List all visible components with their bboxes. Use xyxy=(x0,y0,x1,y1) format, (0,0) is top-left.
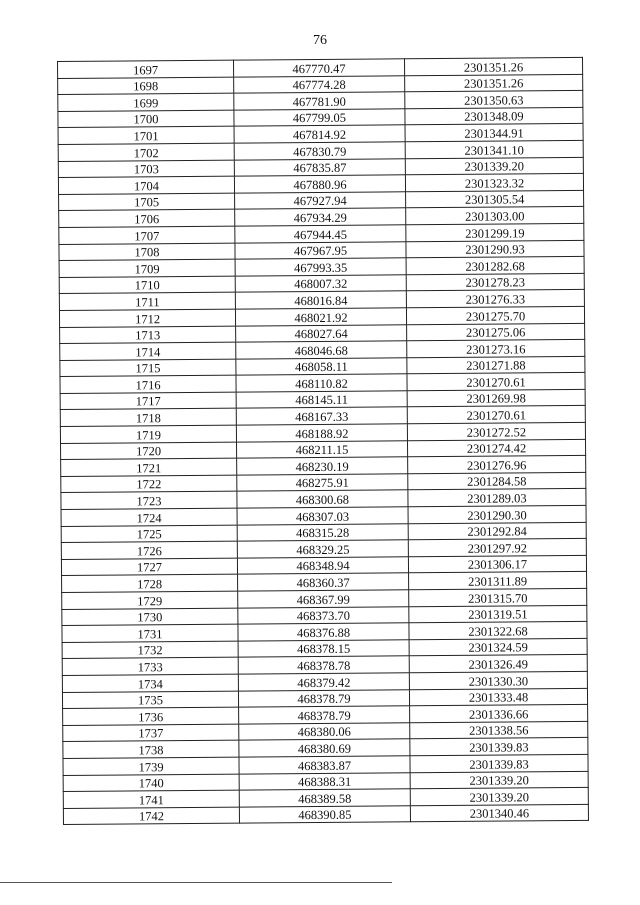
y-coordinate-cell: 2301306.17 xyxy=(408,555,586,573)
y-coordinate-cell: 2301319.51 xyxy=(409,605,587,623)
y-coordinate-cell: 2301340.46 xyxy=(410,804,588,822)
x-coordinate-cell: 468390.85 xyxy=(239,805,410,823)
x-coordinate-cell: 467934.29 xyxy=(235,208,406,226)
x-coordinate-cell: 468329.25 xyxy=(237,540,408,558)
x-coordinate-cell: 467770.47 xyxy=(233,59,404,77)
y-coordinate-cell: 2301305.54 xyxy=(406,190,584,208)
x-coordinate-cell: 467830.79 xyxy=(234,142,405,160)
y-coordinate-cell: 2301326.49 xyxy=(409,655,587,673)
x-coordinate-cell: 468389.58 xyxy=(239,789,410,807)
x-coordinate-cell: 468230.19 xyxy=(237,457,408,475)
x-coordinate-cell: 468027.64 xyxy=(236,324,407,342)
y-coordinate-cell: 2301276.96 xyxy=(408,456,586,474)
point-number-cell: 1725 xyxy=(61,525,237,543)
point-number-cell: 1700 xyxy=(58,110,234,128)
y-coordinate-cell: 2301339.20 xyxy=(405,157,583,175)
y-coordinate-cell: 2301284.58 xyxy=(408,472,586,490)
x-coordinate-cell: 468275.91 xyxy=(237,474,408,492)
y-coordinate-cell: 2301297.92 xyxy=(408,539,586,557)
point-number-cell: 1708 xyxy=(59,243,235,261)
point-number-cell: 1733 xyxy=(62,657,238,675)
x-coordinate-cell: 468145.11 xyxy=(236,391,407,409)
point-number-cell: 1713 xyxy=(60,326,236,344)
y-coordinate-cell: 2301273.16 xyxy=(407,339,585,357)
x-coordinate-cell: 467967.95 xyxy=(235,241,406,259)
footer-divider xyxy=(0,882,392,883)
x-coordinate-cell: 468211.15 xyxy=(236,440,407,458)
point-number-cell: 1705 xyxy=(59,193,235,211)
x-coordinate-cell: 467880.96 xyxy=(234,175,405,193)
y-coordinate-cell: 2301351.26 xyxy=(404,57,582,75)
y-coordinate-cell: 2301292.84 xyxy=(408,522,586,540)
x-coordinate-cell: 468016.84 xyxy=(235,291,406,309)
point-number-cell: 1710 xyxy=(59,276,235,294)
point-number-cell: 1741 xyxy=(63,790,239,808)
point-number-cell: 1739 xyxy=(63,757,239,775)
point-number-cell: 1736 xyxy=(63,707,239,725)
x-coordinate-cell: 468188.92 xyxy=(236,424,407,442)
x-coordinate-cell: 468378.78 xyxy=(238,656,409,674)
y-coordinate-cell: 2301339.83 xyxy=(410,738,588,756)
point-number-cell: 1728 xyxy=(62,575,238,593)
y-coordinate-cell: 2301275.70 xyxy=(406,306,584,324)
point-number-cell: 1715 xyxy=(60,359,236,377)
x-coordinate-cell: 468007.32 xyxy=(235,274,406,292)
y-coordinate-cell: 2301344.91 xyxy=(405,124,583,142)
point-number-cell: 1737 xyxy=(63,724,239,742)
x-coordinate-cell: 467814.92 xyxy=(234,125,405,143)
y-coordinate-cell: 2301275.06 xyxy=(407,323,585,341)
point-number-cell: 1720 xyxy=(61,442,237,460)
y-coordinate-cell: 2301323.32 xyxy=(405,174,583,192)
point-number-cell: 1726 xyxy=(61,541,237,559)
x-coordinate-cell: 468379.42 xyxy=(238,673,409,691)
y-coordinate-cell: 2301278.23 xyxy=(406,273,584,291)
point-number-cell: 1704 xyxy=(58,176,234,194)
y-coordinate-cell: 2301339.20 xyxy=(410,771,588,789)
x-coordinate-cell: 468167.33 xyxy=(236,407,407,425)
point-number-cell: 1701 xyxy=(58,126,234,144)
point-number-cell: 1727 xyxy=(61,558,237,576)
x-coordinate-cell: 468021.92 xyxy=(235,308,406,326)
point-number-cell: 1709 xyxy=(59,259,235,277)
point-number-cell: 1703 xyxy=(58,160,234,178)
x-coordinate-cell: 468378.79 xyxy=(238,689,409,707)
y-coordinate-cell: 2301272.52 xyxy=(407,422,585,440)
x-coordinate-cell: 468380.69 xyxy=(239,739,410,757)
x-coordinate-cell: 468383.87 xyxy=(239,756,410,774)
y-coordinate-cell: 2301330.30 xyxy=(409,671,587,689)
point-number-cell: 1735 xyxy=(62,691,238,709)
x-coordinate-cell: 468348.94 xyxy=(237,557,408,575)
x-coordinate-cell: 468380.06 xyxy=(239,723,410,741)
point-number-cell: 1731 xyxy=(62,624,238,642)
y-coordinate-cell: 2301290.93 xyxy=(406,240,584,258)
y-coordinate-cell: 2301341.10 xyxy=(405,140,583,158)
point-number-cell: 1742 xyxy=(63,807,239,825)
point-number-cell: 1717 xyxy=(60,392,236,410)
y-coordinate-cell: 2301333.48 xyxy=(409,688,587,706)
x-coordinate-cell: 468300.68 xyxy=(237,490,408,508)
y-coordinate-cell: 2301269.98 xyxy=(407,389,585,407)
x-coordinate-cell: 467927.94 xyxy=(235,192,406,210)
y-coordinate-cell: 2301290.30 xyxy=(408,505,586,523)
point-number-cell: 1699 xyxy=(58,93,234,111)
x-coordinate-cell: 468376.88 xyxy=(238,623,409,641)
y-coordinate-cell: 2301311.89 xyxy=(409,572,587,590)
point-number-cell: 1732 xyxy=(62,641,238,659)
point-number-cell: 1706 xyxy=(59,209,235,227)
x-coordinate-cell: 468058.11 xyxy=(236,357,407,375)
point-number-cell: 1702 xyxy=(58,143,234,161)
point-number-cell: 1738 xyxy=(63,740,239,758)
x-coordinate-cell: 467944.45 xyxy=(235,225,406,243)
page-number: 76 xyxy=(313,33,327,48)
y-coordinate-cell: 2301350.63 xyxy=(405,91,583,109)
point-number-cell: 1723 xyxy=(61,492,237,510)
x-coordinate-cell: 468360.37 xyxy=(238,573,409,591)
y-coordinate-cell: 2301339.83 xyxy=(410,754,588,772)
coordinates-table xyxy=(57,57,589,825)
x-coordinate-cell: 468315.28 xyxy=(237,523,408,541)
point-number-cell: 1734 xyxy=(62,674,238,692)
x-coordinate-cell: 468307.03 xyxy=(237,507,408,525)
coordinates-table-body xyxy=(58,57,589,824)
y-coordinate-cell: 2301303.00 xyxy=(406,207,584,225)
point-number-cell: 1724 xyxy=(61,508,237,526)
y-coordinate-cell: 2301274.42 xyxy=(407,439,585,457)
point-number-cell: 1707 xyxy=(59,226,235,244)
point-number-cell: 1711 xyxy=(59,292,235,310)
point-number-cell: 1722 xyxy=(61,475,237,493)
x-coordinate-cell: 467993.35 xyxy=(235,258,406,276)
x-coordinate-cell: 467774.28 xyxy=(234,75,405,93)
x-coordinate-cell: 468388.31 xyxy=(239,772,410,790)
x-coordinate-cell: 468373.70 xyxy=(238,606,409,624)
point-number-cell: 1740 xyxy=(63,774,239,792)
x-coordinate-cell: 468046.68 xyxy=(236,341,407,359)
table-row xyxy=(63,804,588,825)
y-coordinate-cell: 2301315.70 xyxy=(409,588,587,606)
point-number-cell: 1721 xyxy=(61,458,237,476)
x-coordinate-cell: 468378.79 xyxy=(239,706,410,724)
point-number-cell: 1719 xyxy=(60,425,236,443)
y-coordinate-cell: 2301270.61 xyxy=(407,406,585,424)
x-coordinate-cell: 468110.82 xyxy=(236,374,407,392)
x-coordinate-cell: 467835.87 xyxy=(234,158,405,176)
point-number-cell: 1697 xyxy=(58,60,234,78)
point-number-cell: 1712 xyxy=(59,309,235,327)
point-number-cell: 1698 xyxy=(58,77,234,95)
y-coordinate-cell: 2301348.09 xyxy=(405,107,583,125)
point-number-cell: 1716 xyxy=(60,375,236,393)
x-coordinate-cell: 467781.90 xyxy=(234,92,405,110)
y-coordinate-cell: 2301276.33 xyxy=(406,290,584,308)
y-coordinate-cell: 2301289.03 xyxy=(408,489,586,507)
y-coordinate-cell: 2301339.20 xyxy=(410,787,588,805)
x-coordinate-cell: 468367.99 xyxy=(238,590,409,608)
y-coordinate-cell: 2301299.19 xyxy=(406,223,584,241)
y-coordinate-cell: 2301338.56 xyxy=(410,721,588,739)
y-coordinate-cell: 2301322.68 xyxy=(409,622,587,640)
y-coordinate-cell: 2301282.68 xyxy=(406,256,584,274)
x-coordinate-cell: 468378.15 xyxy=(238,640,409,658)
x-coordinate-cell: 467799.05 xyxy=(234,109,405,127)
point-number-cell: 1714 xyxy=(60,342,236,360)
y-coordinate-cell: 2301271.88 xyxy=(407,356,585,374)
y-coordinate-cell: 2301270.61 xyxy=(407,373,585,391)
point-number-cell: 1718 xyxy=(60,409,236,427)
y-coordinate-cell: 2301351.26 xyxy=(405,74,583,92)
point-number-cell: 1729 xyxy=(62,591,238,609)
point-number-cell: 1730 xyxy=(62,608,238,626)
y-coordinate-cell: 2301336.66 xyxy=(410,705,588,723)
y-coordinate-cell: 2301324.59 xyxy=(409,638,587,656)
